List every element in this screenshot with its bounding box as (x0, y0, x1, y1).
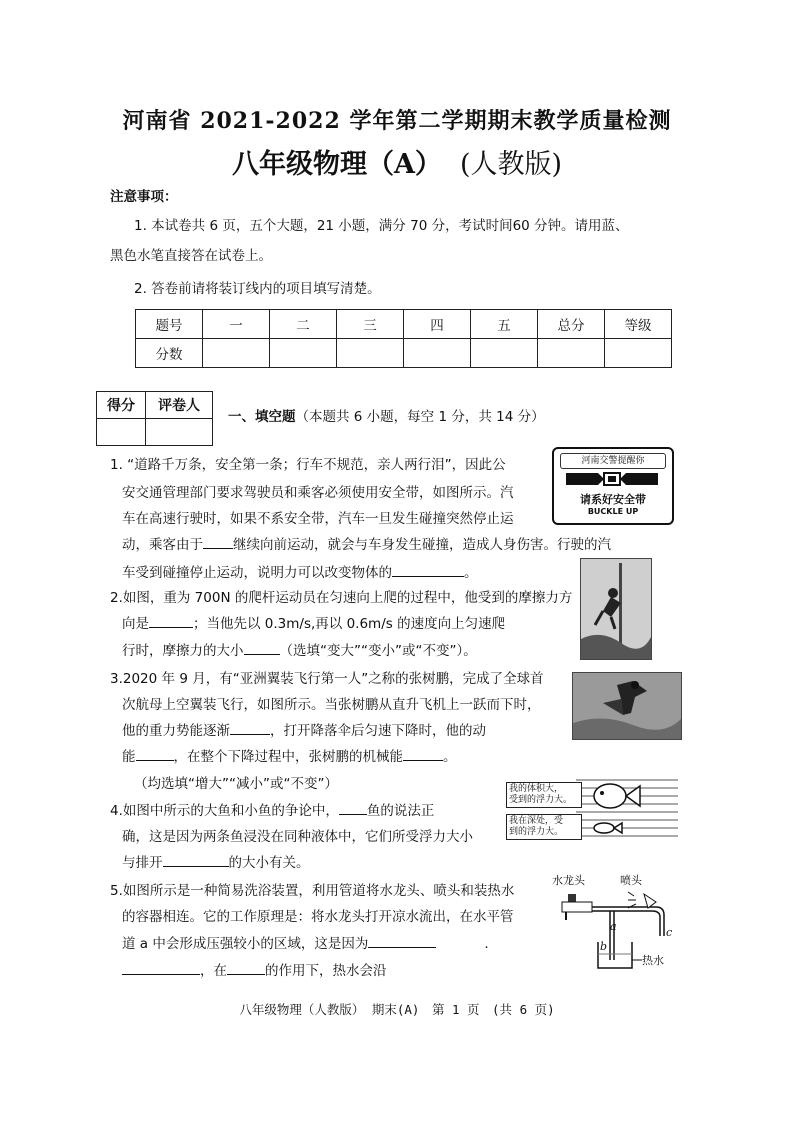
notice-item-1-line-1: 1. 本试卷共 6 页，五个大题，21 小题，满分 70 分，考试时间60 分钟。请用蓝、 (134, 218, 629, 234)
q3-line-3 (122, 718, 486, 744)
q2-text: ；当他先以 0.3m/s,再以 0.6m/s 的速度向上匀速爬 (193, 616, 506, 632)
q4-text: 4.如图中所示的大鱼和小鱼的争论中， (110, 803, 339, 819)
q1-line-1: 1. “道路千万条，安全第一条；行车不规范，亲人两行泪”，因此公 (110, 457, 506, 473)
score-entry-cell[interactable] (404, 339, 471, 368)
answer-blank[interactable] (244, 640, 280, 655)
score-cell: 一 (203, 310, 270, 339)
q3-line-5: （均选填“增大”“减小”或“不变”） (134, 776, 338, 792)
score-entry-cell[interactable] (203, 339, 270, 368)
q2-line-2 (122, 611, 505, 637)
q1-line-3: 车在高速行驶时，如果不系安全带，汽车一旦发生碰撞突然停止运 (122, 511, 514, 527)
bubble-text: 受到的浮力大。 (509, 795, 573, 805)
q5-line-1: 5.如图所示是一种简易洗浴装置，利用管道将水龙头、喷头和装热水 (110, 883, 515, 899)
answer-blank[interactable] (230, 720, 270, 735)
q3-text: 能 (122, 749, 136, 765)
bubble-text: 我在深处，受 (509, 816, 564, 826)
q1-line-2: 安交通管理部门要求驾驶员和乘客必须使用安全带，如图所示。汽 (122, 485, 514, 501)
small-fish-bubble (506, 814, 582, 840)
answer-blank[interactable] (136, 746, 174, 761)
score-table (135, 309, 672, 368)
score-entry-cell[interactable] (471, 339, 538, 368)
q5-text: . (484, 936, 489, 952)
score-table-header-row (136, 310, 672, 339)
edition-label: (人教版) (459, 149, 563, 180)
answer-blank[interactable] (392, 562, 464, 577)
score-cell: 等级 (605, 310, 672, 339)
grader-score-label: 得分 (97, 392, 146, 419)
score-cell: 分数 (136, 339, 203, 368)
section-1-note: （本题共 6 小题，每空 1 分，共 14 分） (295, 409, 545, 425)
q1-text: 动，乘客由于 (122, 537, 203, 553)
q5-line-4 (122, 958, 387, 984)
section-1-heading (228, 404, 545, 430)
q5-text: 的作用下，热水会沿 (265, 963, 387, 979)
bubble-text: 到的浮力大。 (509, 827, 564, 837)
answer-blank[interactable] (368, 933, 436, 948)
notice-item-2: 2. 答卷前请将装订线内的项目填写清楚。 (134, 281, 381, 297)
subject-name: 八年级物理（A） (231, 149, 442, 180)
q5-line-3 (122, 931, 489, 957)
q2-text: （选填“变大”“变小”或“不变”）。 (279, 643, 477, 659)
pole-climber-icon (581, 559, 651, 659)
q2-text: 向是 (122, 616, 149, 632)
q3-line-2: 次航母上空翼装飞行，如图所示。当张树鹏从直升飞机上一跃而下时， (122, 697, 541, 713)
wingsuit-photo (572, 672, 682, 740)
q3-text: ，在整个下降过程中，张树鹏的机械能 (173, 749, 403, 765)
q5-text: 道 a 中会形成压强较小的区域，这是因为 (122, 936, 369, 952)
grader-table (96, 391, 213, 446)
q3-line-4 (122, 744, 457, 770)
q2-line-3 (122, 638, 477, 664)
q3-text: ，打开降落伞后匀速下降时，他的动 (270, 723, 486, 739)
shower-apparatus-figure (548, 872, 678, 972)
exam-subtitle (0, 142, 794, 181)
wingsuit-flyer-icon (573, 673, 681, 739)
shower-head-label: 喷头 (620, 874, 642, 887)
answer-blank[interactable] (163, 852, 229, 867)
grader-name-label: 评卷人 (146, 392, 213, 419)
notice-item-1-line-2: 黑色水笔直接答在试卷上。 (110, 248, 272, 264)
q4-line-2: 确，这是因为两条鱼浸没在同种液体中，它们所受浮力大小 (122, 829, 473, 845)
q4-line-1 (110, 798, 434, 824)
score-cell: 题号 (136, 310, 203, 339)
q4-text: 的大小有关。 (228, 855, 310, 871)
sign-slogan-en: BUCKLE UP (587, 507, 639, 516)
sign-caption: 河南交警提醒你 (560, 453, 666, 469)
answer-blank[interactable] (339, 800, 367, 815)
q1-text: 。 (464, 565, 478, 581)
q2-text: 行时，摩擦力的大小 (122, 643, 244, 659)
score-cell: 四 (404, 310, 471, 339)
q1-line-5 (122, 560, 478, 586)
q4-text: 与排开 (122, 855, 163, 871)
answer-blank[interactable] (403, 746, 443, 761)
score-table-score-row (136, 339, 672, 368)
q3-text: 他的重力势能逐渐 (122, 723, 230, 739)
q1-text: 车受到碰撞停止运动，说明力可以改变物体的 (122, 565, 392, 581)
score-entry-cell[interactable] (538, 339, 605, 368)
q4-line-3 (122, 850, 310, 876)
pole-climber-photo (580, 558, 652, 660)
exam-title: 河南省 2021-2022 学年第二学期期末教学质量检测 (122, 108, 672, 134)
score-cell: 五 (471, 310, 538, 339)
q4-text: 鱼的说法正 (366, 803, 435, 819)
score-entry-cell[interactable] (605, 339, 672, 368)
notice-heading: 注意事项： (110, 189, 178, 205)
score-cell: 二 (270, 310, 337, 339)
section-1-title: 一、填空题 (228, 409, 296, 425)
q3-line-1: 3.2020 年 9 月，有“亚洲翼装飞行第一人”之称的张树鹏，完成了全球首 (110, 671, 544, 687)
answer-blank[interactable] (122, 960, 200, 975)
q3-text: 。 (443, 749, 457, 765)
seatbelt-sign-figure (552, 447, 674, 525)
sign-slogan: 请系好安全带 (580, 493, 646, 506)
q1-text: 继续向前运动，就会与车身发生碰撞，造成人身伤害。行驶的汽 (233, 537, 611, 553)
q5-line-2: 的容器相连。它的工作原理是：将水龙头打开凉水流出，在水平管 (122, 909, 514, 925)
score-cell: 三 (337, 310, 404, 339)
score-entry-cell[interactable] (337, 339, 404, 368)
score-cell: 总分 (538, 310, 605, 339)
pipe-c-label: c (666, 926, 673, 939)
score-entry-cell[interactable] (270, 339, 337, 368)
answer-blank[interactable] (203, 534, 233, 549)
q5-text: ，在 (200, 963, 227, 979)
answer-blank[interactable] (149, 613, 193, 628)
q2-line-1: 2.如图，重为 700N 的爬杆运动员在匀速向上爬的过程中，他受到的摩擦力方 (110, 590, 573, 606)
q1-line-4 (122, 532, 611, 558)
buckle-icon (564, 470, 660, 488)
grader-name-entry[interactable] (146, 419, 213, 446)
page-footer: 八年级物理（人教版） 期末(A) 第 1 页 (共 6 页) (239, 1002, 555, 1017)
pipe-a-label: a (610, 920, 617, 933)
tap-label: 水龙头 (552, 874, 585, 887)
big-fish-bubble (506, 782, 582, 808)
answer-blank[interactable] (227, 960, 265, 975)
fish-figure (506, 776, 678, 842)
pipe-b-label: b (600, 940, 608, 953)
bubble-text: 我的体积大， (509, 784, 564, 794)
grader-score-entry[interactable] (97, 419, 146, 446)
hot-water-label: 热水 (642, 954, 664, 967)
